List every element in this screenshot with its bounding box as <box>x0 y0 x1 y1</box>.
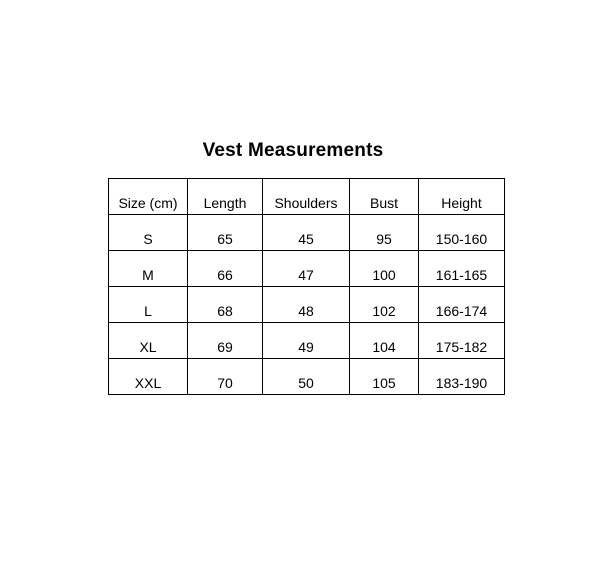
table-row <box>109 359 505 395</box>
cell-length: 70 <box>188 359 263 395</box>
header-height: Height <box>419 179 505 215</box>
cell-length: 68 <box>188 287 263 323</box>
cell-bust: 95 <box>350 215 419 251</box>
cell-bust: 102 <box>350 287 419 323</box>
cell-length: 65 <box>188 215 263 251</box>
cell-shoulders: 50 <box>263 359 350 395</box>
cell-shoulders: 49 <box>263 323 350 359</box>
cell-height: 161-165 <box>419 251 505 287</box>
cell-size: S <box>109 215 188 251</box>
cell-size: XL <box>109 323 188 359</box>
size-chart-table <box>108 178 505 395</box>
cell-shoulders: 48 <box>263 287 350 323</box>
cell-shoulders: 45 <box>263 215 350 251</box>
header-length: Length <box>188 179 263 215</box>
cell-length: 66 <box>188 251 263 287</box>
table-row <box>109 323 505 359</box>
cell-height: 183-190 <box>419 359 505 395</box>
cell-height: 166-174 <box>419 287 505 323</box>
table-row <box>109 215 505 251</box>
table-row <box>109 251 505 287</box>
cell-height: 150-160 <box>419 215 505 251</box>
header-bust: Bust <box>350 179 419 215</box>
table-header-row <box>109 179 505 215</box>
table-row <box>109 287 505 323</box>
cell-bust: 105 <box>350 359 419 395</box>
cell-bust: 104 <box>350 323 419 359</box>
cell-height: 175-182 <box>419 323 505 359</box>
header-shoulders: Shoulders <box>263 179 350 215</box>
cell-shoulders: 47 <box>263 251 350 287</box>
cell-bust: 100 <box>350 251 419 287</box>
page-title: Vest Measurements <box>202 140 384 161</box>
cell-size: L <box>109 287 188 323</box>
cell-size: M <box>109 251 188 287</box>
header-size: Size (cm) <box>109 179 188 215</box>
cell-size: XXL <box>109 359 188 395</box>
cell-length: 69 <box>188 323 263 359</box>
